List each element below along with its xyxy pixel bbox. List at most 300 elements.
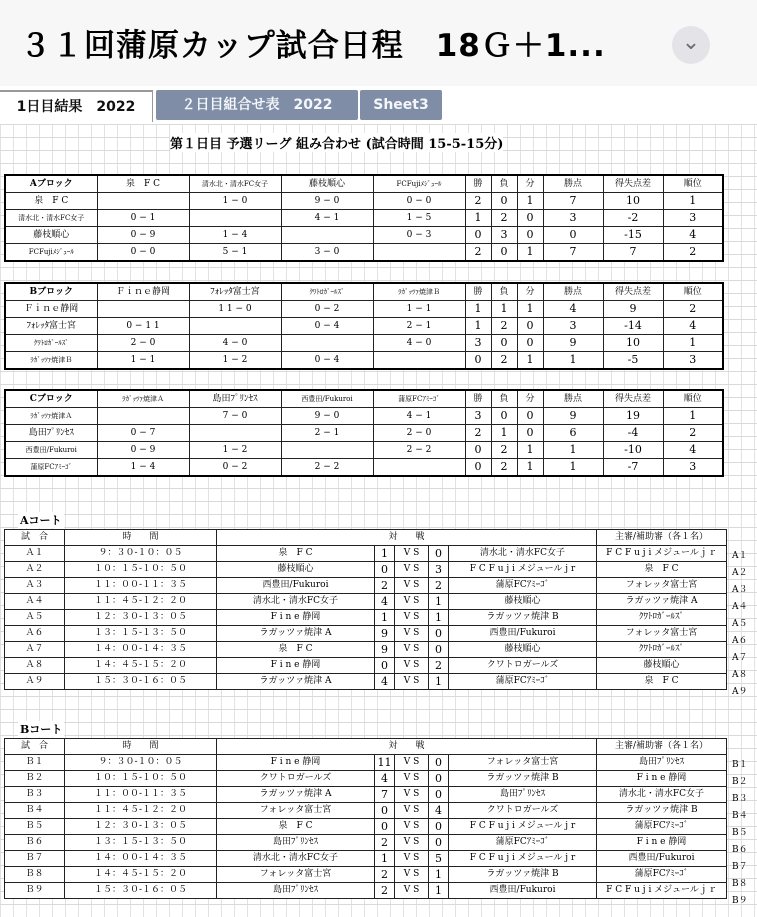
block-team-header[interactable]: ｸﾜﾄﾛｶﾞｰﾙｽﾞ <box>281 283 373 301</box>
stat-cell[interactable]: 10 <box>603 335 663 352</box>
away-team-cell[interactable]: F C F u j i メジュール j r <box>449 562 597 578</box>
time-cell[interactable]: １２：３０-１３：０５ <box>65 610 217 626</box>
tab-day1-results[interactable]: 1日目結果 2022 <box>0 90 153 122</box>
match-score-cell[interactable]: 2 − 2 <box>373 442 465 459</box>
referee-cell[interactable]: 蒲原FCｱﾐｰｺﾞ <box>597 867 727 883</box>
home-score-cell[interactable]: 4 <box>375 594 395 610</box>
away-team-cell[interactable]: フォレッタ富士宮 <box>449 755 597 771</box>
away-score-cell[interactable]: 4 <box>429 803 449 819</box>
stat-cell[interactable]: 7 <box>603 244 663 262</box>
away-team-cell[interactable]: 西豊田/Fukuroi <box>449 883 597 899</box>
referee-cell[interactable]: ｸﾜﾄﾛｶﾞｰﾙｽﾞ <box>597 642 727 658</box>
match-score-cell[interactable] <box>373 352 465 370</box>
stat-cell[interactable]: 0 <box>517 425 543 442</box>
match-score-cell[interactable]: 1 − 1 <box>373 301 465 318</box>
block-team-header[interactable]: 島田ﾌﾟﾘﾝｾｽ <box>189 390 281 408</box>
away-team-cell[interactable]: 藤枝順心 <box>449 594 597 610</box>
match-id-cell[interactable]: Ａ７ <box>5 642 65 658</box>
stat-header[interactable]: 勝点 <box>543 283 603 301</box>
stat-header[interactable]: 負 <box>491 175 517 193</box>
time-cell[interactable]: １２：３０-１３：０５ <box>65 819 217 835</box>
stat-cell[interactable]: 1 <box>517 244 543 262</box>
stat-cell[interactable]: 0 <box>491 193 517 210</box>
match-id-cell[interactable]: Ａ４ <box>5 594 65 610</box>
home-score-cell[interactable]: 4 <box>375 674 395 690</box>
match-id-cell[interactable]: Ａ８ <box>5 658 65 674</box>
stat-cell[interactable]: -14 <box>603 318 663 335</box>
referee-cell[interactable]: 島田ﾌﾟﾘﾝｾｽ <box>597 755 727 771</box>
stat-header[interactable]: 勝 <box>465 175 491 193</box>
match-score-cell[interactable]: 2 − 1 <box>281 425 373 442</box>
away-team-cell[interactable]: 西豊田/Fukuroi <box>449 626 597 642</box>
match-score-cell[interactable]: 4 − 0 <box>189 335 281 352</box>
time-cell[interactable]: １５：３０-１６：０５ <box>65 883 217 899</box>
match-id-cell[interactable]: Ｂ４ <box>5 803 65 819</box>
referee-cell[interactable]: ラガッツァ焼津 B <box>597 803 727 819</box>
stat-cell[interactable]: 2 <box>663 425 723 442</box>
match-score-cell[interactable]: 0 − 1 <box>97 210 189 227</box>
away-team-cell[interactable]: 藤枝順心 <box>449 642 597 658</box>
match-id-cell[interactable]: Ｂ１ <box>5 755 65 771</box>
match-score-cell[interactable]: 1 − 1 <box>97 352 189 370</box>
vs-cell[interactable]: V S <box>395 787 429 803</box>
stat-header[interactable]: 負 <box>491 390 517 408</box>
stat-cell[interactable]: 3 <box>663 210 723 227</box>
row-team-name[interactable]: ｸﾜﾄﾛｶﾞｰﾙｽﾞ <box>5 335 97 352</box>
stat-header[interactable]: 得失点差 <box>603 390 663 408</box>
stat-cell[interactable]: 0 <box>465 352 491 370</box>
match-id-header[interactable]: 試 合 <box>5 739 65 755</box>
time-cell[interactable]: １４：４５-１５：２０ <box>65 867 217 883</box>
stat-header[interactable]: 分 <box>517 283 543 301</box>
match-score-cell[interactable]: 0 − 0 <box>97 244 189 262</box>
match-score-cell[interactable] <box>189 425 281 442</box>
vs-cell[interactable]: V S <box>395 610 429 626</box>
stat-header[interactable]: 順位 <box>663 175 723 193</box>
vs-cell[interactable]: V S <box>395 658 429 674</box>
match-score-cell[interactable]: 1 − 2 <box>189 442 281 459</box>
home-score-cell[interactable]: 2 <box>375 578 395 594</box>
match-score-cell[interactable]: 0 − 3 <box>373 227 465 244</box>
stat-cell[interactable]: 1 <box>517 352 543 370</box>
stat-cell[interactable]: 2 <box>663 301 723 318</box>
stat-cell[interactable]: 9 <box>543 335 603 352</box>
row-team-name[interactable]: 泉 F C <box>5 193 97 210</box>
match-score-cell[interactable]: 0 − 0 <box>373 193 465 210</box>
match-score-cell[interactable] <box>373 244 465 262</box>
referee-cell[interactable]: 泉 F C <box>597 674 727 690</box>
stat-cell[interactable]: 2 <box>465 425 491 442</box>
away-score-cell[interactable]: 5 <box>429 851 449 867</box>
tab-sheet3[interactable]: Sheet3 <box>360 90 442 120</box>
stat-cell[interactable]: 0 <box>491 408 517 425</box>
time-cell[interactable]: １１：００-１１：３５ <box>65 787 217 803</box>
away-score-cell[interactable]: 0 <box>429 787 449 803</box>
stat-header[interactable]: 分 <box>517 175 543 193</box>
referee-header[interactable]: 主審/補助審（各１名） <box>597 739 727 755</box>
stat-cell[interactable]: 1 <box>663 408 723 425</box>
stat-cell[interactable]: 2 <box>491 459 517 477</box>
stat-cell[interactable]: 7 <box>543 193 603 210</box>
block-team-header[interactable]: 西豊田/Fukuroi <box>281 390 373 408</box>
away-team-cell[interactable]: 清水北・清水FC女子 <box>449 546 597 562</box>
match-score-cell[interactable]: 0 − 7 <box>97 425 189 442</box>
vs-cell[interactable]: V S <box>395 851 429 867</box>
match-score-cell[interactable]: 2 − 2 <box>281 459 373 477</box>
away-score-cell[interactable]: 0 <box>429 819 449 835</box>
match-score-cell[interactable]: 4 − 0 <box>373 335 465 352</box>
vs-cell[interactable]: V S <box>395 883 429 899</box>
stat-cell[interactable]: 19 <box>603 408 663 425</box>
stat-cell[interactable]: 1 <box>543 442 603 459</box>
stat-header[interactable]: 勝 <box>465 390 491 408</box>
home-team-cell[interactable]: 清水北・清水FC女子 <box>217 594 375 610</box>
block-team-header[interactable]: 藤枝順心 <box>281 175 373 193</box>
home-score-cell[interactable]: 1 <box>375 610 395 626</box>
referee-cell[interactable]: 西豊田/Fukuroi <box>597 851 727 867</box>
stat-cell[interactable]: -10 <box>603 442 663 459</box>
time-cell[interactable]: １３：１５-１３：５０ <box>65 626 217 642</box>
match-score-cell[interactable]: 0 − 9 <box>97 227 189 244</box>
home-score-cell[interactable]: 7 <box>375 787 395 803</box>
stat-cell[interactable]: 2 <box>491 442 517 459</box>
block-team-header[interactable]: ﾌｫﾚｯﾀ富士宮 <box>189 283 281 301</box>
home-team-cell[interactable]: ラガッツァ焼津 A <box>217 626 375 642</box>
stat-cell[interactable]: 2 <box>465 244 491 262</box>
away-team-cell[interactable]: クワトロガールズ <box>449 658 597 674</box>
time-cell[interactable]: １１：４５-１２：２０ <box>65 594 217 610</box>
spreadsheet-grid[interactable] <box>0 124 757 917</box>
match-score-cell[interactable] <box>189 210 281 227</box>
row-team-name[interactable]: FCFujiﾒｼﾞｭｰﾙ <box>5 244 97 262</box>
away-team-cell[interactable]: クワトロガールズ <box>449 803 597 819</box>
away-score-cell[interactable]: 1 <box>429 867 449 883</box>
home-team-cell[interactable]: F i n e 静岡 <box>217 755 375 771</box>
row-team-name[interactable]: 島田ﾌﾟﾘﾝｾｽ <box>5 425 97 442</box>
stat-cell[interactable]: 9 <box>603 301 663 318</box>
stat-cell[interactable]: 2 <box>491 352 517 370</box>
time-header[interactable]: 時 間 <box>65 530 217 546</box>
home-score-cell[interactable]: 0 <box>375 562 395 578</box>
stat-cell[interactable]: 10 <box>603 193 663 210</box>
title-menu-button[interactable] <box>672 26 710 64</box>
match-id-cell[interactable]: Ｂ２ <box>5 771 65 787</box>
stat-cell[interactable]: 2 <box>465 193 491 210</box>
match-score-cell[interactable]: 5 − 1 <box>189 244 281 262</box>
stat-cell[interactable]: 0 <box>543 227 603 244</box>
stat-cell[interactable]: 1 <box>491 301 517 318</box>
match-score-cell[interactable]: 2 − 0 <box>97 335 189 352</box>
stat-cell[interactable]: 1 <box>465 318 491 335</box>
match-id-cell[interactable]: Ｂ６ <box>5 835 65 851</box>
home-score-cell[interactable]: 9 <box>375 642 395 658</box>
referee-cell[interactable]: ラガッツァ焼津 A <box>597 594 727 610</box>
stat-cell[interactable]: 0 <box>491 335 517 352</box>
home-team-cell[interactable]: 島田ﾌﾟﾘﾝｾｽ <box>217 835 375 851</box>
match-score-cell[interactable]: 0 − 2 <box>189 459 281 477</box>
stat-cell[interactable]: 2 <box>491 210 517 227</box>
match-score-cell[interactable]: 2 − 0 <box>373 425 465 442</box>
stat-cell[interactable]: 4 <box>543 301 603 318</box>
stat-cell[interactable]: 1 <box>517 193 543 210</box>
away-score-cell[interactable]: 1 <box>429 674 449 690</box>
referee-header[interactable]: 主審/補助審（各１名） <box>597 530 727 546</box>
vs-cell[interactable]: V S <box>395 626 429 642</box>
row-team-name[interactable]: 蒲原FCｱﾐｰｺﾞ <box>5 459 97 477</box>
match-score-cell[interactable] <box>97 301 189 318</box>
block-team-header[interactable]: Ｆｉｎｅ静岡 <box>97 283 189 301</box>
stat-cell[interactable]: 0 <box>517 227 543 244</box>
match-id-cell[interactable]: Ａ５ <box>5 610 65 626</box>
home-score-cell[interactable]: 0 <box>375 819 395 835</box>
referee-cell[interactable]: F C F u j i メジュールｊｒ <box>597 883 727 899</box>
stat-cell[interactable]: 6 <box>543 425 603 442</box>
home-score-cell[interactable]: 0 <box>375 658 395 674</box>
stat-cell[interactable]: 0 <box>491 244 517 262</box>
time-cell[interactable]: １４：００-１４：３５ <box>65 851 217 867</box>
away-score-cell[interactable]: 0 <box>429 642 449 658</box>
vs-cell[interactable]: V S <box>395 803 429 819</box>
referee-cell[interactable]: フォレッタ富士宮 <box>597 626 727 642</box>
stat-cell[interactable]: 1 <box>543 352 603 370</box>
time-cell[interactable]: １１：４５-１２：２０ <box>65 803 217 819</box>
match-score-cell[interactable]: 1 − 4 <box>97 459 189 477</box>
match-score-cell[interactable]: 4 − 1 <box>281 210 373 227</box>
home-score-cell[interactable]: 2 <box>375 883 395 899</box>
time-header[interactable]: 時 間 <box>65 739 217 755</box>
match-score-cell[interactable]: 1 − 5 <box>373 210 465 227</box>
block-team-header[interactable]: ﾗｶﾞｯﾂｧ焼津Ａ <box>97 390 189 408</box>
stat-cell[interactable]: 1 <box>663 193 723 210</box>
time-cell[interactable]: １５：３０-１６：０５ <box>65 674 217 690</box>
home-team-cell[interactable]: 島田ﾌﾟﾘﾝｾｽ <box>217 883 375 899</box>
match-score-cell[interactable]: 4 − 1 <box>373 408 465 425</box>
match-score-cell[interactable]: 1 − 4 <box>189 227 281 244</box>
referee-cell[interactable]: F i n e 静岡 <box>597 771 727 787</box>
away-score-cell[interactable]: 2 <box>429 658 449 674</box>
stat-cell[interactable]: 4 <box>663 227 723 244</box>
match-id-cell[interactable]: Ｂ８ <box>5 867 65 883</box>
match-id-cell[interactable]: Ｂ５ <box>5 819 65 835</box>
stat-cell[interactable]: 3 <box>663 459 723 477</box>
match-score-cell[interactable]: 0 − 1 1 <box>97 318 189 335</box>
match-score-cell[interactable]: 9 − 0 <box>281 193 373 210</box>
match-score-cell[interactable] <box>281 335 373 352</box>
stat-cell[interactable]: 1 <box>491 425 517 442</box>
time-cell[interactable]: １０：１５-１０：５０ <box>65 562 217 578</box>
away-team-cell[interactable]: 島田ﾌﾟﾘﾝｾｽ <box>449 787 597 803</box>
stat-cell[interactable]: -5 <box>603 352 663 370</box>
match-score-cell[interactable] <box>373 459 465 477</box>
home-score-cell[interactable]: 2 <box>375 867 395 883</box>
vs-cell[interactable]: V S <box>395 771 429 787</box>
match-score-cell[interactable] <box>281 227 373 244</box>
row-team-name[interactable]: 藤枝順心 <box>5 227 97 244</box>
stat-cell[interactable]: 3 <box>465 335 491 352</box>
stat-cell[interactable]: 2 <box>663 244 723 262</box>
stat-header[interactable]: 順位 <box>663 283 723 301</box>
stat-cell[interactable]: 2 <box>491 318 517 335</box>
referee-cell[interactable]: 藤枝順心 <box>597 658 727 674</box>
stat-cell[interactable]: 3 <box>543 318 603 335</box>
home-score-cell[interactable]: 11 <box>375 755 395 771</box>
vs-cell[interactable]: V S <box>395 835 429 851</box>
match-score-cell[interactable]: 7 − 0 <box>189 408 281 425</box>
home-team-cell[interactable]: 藤枝順心 <box>217 562 375 578</box>
vs-cell[interactable]: V S <box>395 594 429 610</box>
vs-cell[interactable]: V S <box>395 578 429 594</box>
vs-cell[interactable]: V S <box>395 674 429 690</box>
time-cell[interactable]: ９：３０-１０：０５ <box>65 755 217 771</box>
away-score-cell[interactable]: 2 <box>429 578 449 594</box>
match-score-cell[interactable]: 1 − 2 <box>189 352 281 370</box>
stat-header[interactable]: 分 <box>517 390 543 408</box>
stat-cell[interactable]: 7 <box>543 244 603 262</box>
match-id-cell[interactable]: Ａ９ <box>5 674 65 690</box>
stat-cell[interactable]: 4 <box>663 442 723 459</box>
stat-cell[interactable]: 0 <box>517 335 543 352</box>
block-team-header[interactable]: 清水北・清水FC女子 <box>189 175 281 193</box>
stat-cell[interactable]: -7 <box>603 459 663 477</box>
match-score-cell[interactable]: 3 − 0 <box>281 244 373 262</box>
stat-cell[interactable]: 1 <box>465 210 491 227</box>
match-id-cell[interactable]: Ａ３ <box>5 578 65 594</box>
match-score-cell[interactable] <box>189 318 281 335</box>
stat-cell[interactable]: 0 <box>465 442 491 459</box>
match-id-cell[interactable]: Ｂ３ <box>5 787 65 803</box>
match-score-cell[interactable]: 1 1 − 0 <box>189 301 281 318</box>
stat-cell[interactable]: 3 <box>465 408 491 425</box>
home-team-cell[interactable]: 泉 F C <box>217 819 375 835</box>
match-score-cell[interactable] <box>97 408 189 425</box>
home-score-cell[interactable]: 1 <box>375 546 395 562</box>
away-score-cell[interactable]: 3 <box>429 562 449 578</box>
time-cell[interactable]: １４：００-１４：３５ <box>65 642 217 658</box>
stat-cell[interactable]: 1 <box>465 301 491 318</box>
stat-header[interactable]: 勝 <box>465 283 491 301</box>
stat-cell[interactable]: 1 <box>517 301 543 318</box>
stat-cell[interactable]: 1 <box>663 335 723 352</box>
referee-cell[interactable]: 清水北・清水FC女子 <box>597 787 727 803</box>
match-id-header[interactable]: 試 合 <box>5 530 65 546</box>
match-id-cell[interactable]: Ａ６ <box>5 626 65 642</box>
match-score-cell[interactable]: 0 − 2 <box>281 301 373 318</box>
row-team-name[interactable]: Ｆｉｎｅ静岡 <box>5 301 97 318</box>
block-team-header[interactable]: 泉 F C <box>97 175 189 193</box>
stat-cell[interactable]: 0 <box>465 227 491 244</box>
away-score-cell[interactable]: 1 <box>429 610 449 626</box>
home-team-cell[interactable]: ラガッツァ焼津 A <box>217 674 375 690</box>
match-id-cell[interactable]: Ｂ７ <box>5 851 65 867</box>
row-team-name[interactable]: 西豊田/Fukuroi <box>5 442 97 459</box>
match-score-cell[interactable] <box>281 442 373 459</box>
tab-day2-schedule[interactable]: ２日目組合せ表 2022 <box>156 90 358 120</box>
vs-cell[interactable]: V S <box>395 819 429 835</box>
match-score-cell[interactable]: 9 − 0 <box>281 408 373 425</box>
match-id-cell[interactable]: Ｂ９ <box>5 883 65 899</box>
time-cell[interactable]: ９：３０-１０：０５ <box>65 546 217 562</box>
matchup-header[interactable]: 対 戦 <box>217 739 597 755</box>
row-team-name[interactable]: ﾗｶﾞｯﾂｧ焼津Ａ <box>5 408 97 425</box>
match-score-cell[interactable]: 0 − 4 <box>281 352 373 370</box>
time-cell[interactable]: １３：１５-１３：５０ <box>65 835 217 851</box>
time-cell[interactable]: １４：４５-１５：２０ <box>65 658 217 674</box>
away-team-cell[interactable]: F C F u j i メジュール j r <box>449 851 597 867</box>
home-team-cell[interactable]: フォレッタ富士宮 <box>217 803 375 819</box>
home-score-cell[interactable]: 2 <box>375 835 395 851</box>
stat-cell[interactable]: 0 <box>517 318 543 335</box>
away-score-cell[interactable]: 0 <box>429 546 449 562</box>
match-score-cell[interactable]: 0 − 9 <box>97 442 189 459</box>
referee-cell[interactable]: F C F u j i メジュールｊｒ <box>597 546 727 562</box>
match-score-cell[interactable]: 2 − 1 <box>373 318 465 335</box>
vs-cell[interactable]: V S <box>395 642 429 658</box>
referee-cell[interactable]: 蒲原FCｱﾐｰｺﾞ <box>597 819 727 835</box>
referee-cell[interactable]: F i n e 静岡 <box>597 835 727 851</box>
stat-header[interactable]: 得失点差 <box>603 283 663 301</box>
away-score-cell[interactable]: 1 <box>429 883 449 899</box>
stat-header[interactable]: 勝点 <box>543 390 603 408</box>
away-team-cell[interactable]: 蒲原FCｱﾐｰｺﾞ <box>449 578 597 594</box>
block-team-header[interactable]: FCFujiﾒｼﾞｭｰﾙ <box>373 175 465 193</box>
stat-cell[interactable]: 0 <box>517 408 543 425</box>
stat-cell[interactable]: 1 <box>543 459 603 477</box>
home-team-cell[interactable]: 清水北・清水FC女子 <box>217 851 375 867</box>
home-team-cell[interactable]: 西豊田/Fukuroi <box>217 578 375 594</box>
stat-cell[interactable]: -4 <box>603 425 663 442</box>
match-score-cell[interactable] <box>97 193 189 210</box>
matchup-header[interactable]: 対 戦 <box>217 530 597 546</box>
home-score-cell[interactable]: 0 <box>375 803 395 819</box>
home-score-cell[interactable]: 1 <box>375 851 395 867</box>
home-team-cell[interactable]: F i n e 静岡 <box>217 610 375 626</box>
vs-cell[interactable]: V S <box>395 562 429 578</box>
match-id-cell[interactable]: Ａ２ <box>5 562 65 578</box>
away-team-cell[interactable]: ラガッツァ焼津 B <box>449 610 597 626</box>
away-score-cell[interactable]: 0 <box>429 771 449 787</box>
referee-cell[interactable]: 泉 F C <box>597 562 727 578</box>
home-team-cell[interactable]: クワトロガールズ <box>217 771 375 787</box>
block-team-header[interactable]: 蒲原FCｱﾐｰｺﾞ <box>373 390 465 408</box>
away-score-cell[interactable]: 0 <box>429 835 449 851</box>
stat-cell[interactable]: 1 <box>517 459 543 477</box>
away-team-cell[interactable]: F C F u j i メジュール j r <box>449 819 597 835</box>
stat-header[interactable]: 順位 <box>663 390 723 408</box>
row-team-name[interactable]: ﾗｶﾞｯﾂｧ焼津Ｂ <box>5 352 97 370</box>
referee-cell[interactable]: フォレッタ富士宮 <box>597 578 727 594</box>
match-score-cell[interactable]: 0 − 4 <box>281 318 373 335</box>
row-team-name[interactable]: 清水北・清水FC女子 <box>5 210 97 227</box>
vs-cell[interactable]: V S <box>395 755 429 771</box>
home-team-cell[interactable]: 泉 F C <box>217 546 375 562</box>
stat-cell[interactable]: 4 <box>663 318 723 335</box>
time-cell[interactable]: １１：００-１１：３５ <box>65 578 217 594</box>
home-team-cell[interactable]: F i n e 静岡 <box>217 658 375 674</box>
stat-cell[interactable]: 0 <box>465 459 491 477</box>
stat-cell[interactable]: 3 <box>543 210 603 227</box>
time-cell[interactable]: １０：１５-１０：５０ <box>65 771 217 787</box>
stat-cell[interactable]: 0 <box>517 210 543 227</box>
away-score-cell[interactable]: 0 <box>429 626 449 642</box>
home-team-cell[interactable]: ラガッツァ焼津 A <box>217 787 375 803</box>
stat-header[interactable]: 勝点 <box>543 175 603 193</box>
away-team-cell[interactable]: ラガッツァ焼津 B <box>449 867 597 883</box>
home-team-cell[interactable]: フォレッタ富士宮 <box>217 867 375 883</box>
away-team-cell[interactable]: 蒲原FCｱﾐｰｺﾞ <box>449 674 597 690</box>
home-score-cell[interactable]: 4 <box>375 771 395 787</box>
away-score-cell[interactable]: 1 <box>429 594 449 610</box>
stat-cell[interactable]: 3 <box>491 227 517 244</box>
